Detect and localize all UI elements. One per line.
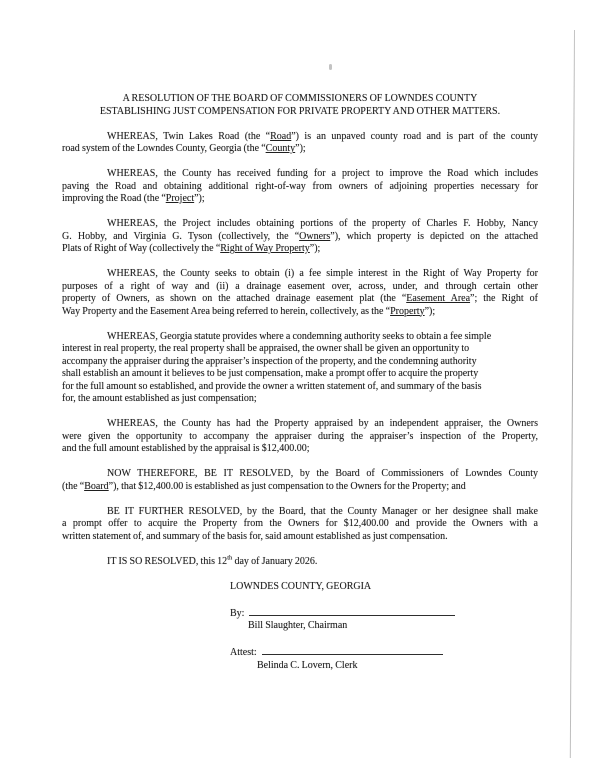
paragraph-line: NOW THEREFORE, BE IT RESOLVED, by the Board of Commissioners of Lowndes County xyxy=(107,468,538,479)
title-line-1: A RESOLUTION OF THE BOARD OF COMMISSIONERS OF LOWNDES COUNTY xyxy=(122,93,478,104)
resolution-date-post: day of January 2026. xyxy=(232,555,318,567)
paragraph xyxy=(62,418,538,456)
paragraph-line: a prompt offer to acquire the Property from the Owners for $12,400.00 and provide the Owners with a xyxy=(62,518,538,529)
paragraph-line: Way Property and the Easement Area being referred to herein, collectively, as the “Property”); xyxy=(62,305,436,317)
ordinal-superscript: th xyxy=(227,554,233,562)
paragraph-line: G. Hobby, and Virginia G. Tyson (collectively, the “Owners”), which property is depicted on the attached xyxy=(62,230,538,242)
paragraph xyxy=(62,168,538,206)
by-signature-rule xyxy=(249,606,455,616)
signature-block xyxy=(230,581,538,673)
paragraph-line: WHEREAS, Georgia statute provides where a condemning authority seeks to obtain a fee simple xyxy=(107,330,492,342)
attest-line xyxy=(230,645,538,660)
paragraph-line: BE IT FURTHER RESOLVED, by the Board, that the County Manager or her designee shall make xyxy=(107,505,538,517)
paragraph-line: WHEREAS, Twin Lakes Road (the “Road”) is an unpaved county road and is part of the county xyxy=(107,130,538,142)
document-title xyxy=(62,93,538,118)
paragraph-line: purposes of a right of way and (ii) a drainage easement over, across, under, and through certain other xyxy=(62,280,538,292)
paragraph-line: accompany the appraiser during the appraiser’s inspection of the property, and the condemning authority xyxy=(62,355,477,367)
paragraph-line: Plats of Right of Way (collectively the “Right of Way Property”); xyxy=(62,243,321,254)
paragraph-line: and the full amount established by the appraisal is $12,400.00; xyxy=(62,443,310,454)
attest-label: Attest: xyxy=(230,647,257,658)
paragraph xyxy=(62,331,538,406)
paragraph-line: were given the opportunity to accompany the appraiser during the appraiser’s inspection of the Property, xyxy=(62,430,538,442)
paragraph-line: WHEREAS, the County has had the Property appraised by an independent appraiser, the Owners xyxy=(107,418,538,429)
paragraph-line: (the “Board”), that $12,400.00 is established as just compensation to the Owners for the Property; and xyxy=(62,480,466,492)
paragraph-line: WHEREAS, the Project includes obtaining portions of the property of Charles F. Hobby, Nancy xyxy=(107,218,538,229)
paragraph-line: shall establish an amount it believes to be just compensation, make a prompt offer to acquire the property xyxy=(62,368,479,379)
paragraph-line: for, the amount established as just compensation; xyxy=(62,393,257,404)
title-line-2: ESTABLISHING JUST COMPENSATION FOR PRIVATE PROPERTY AND OTHER MATTERS. xyxy=(99,105,501,117)
paragraph-line: property of Owners, as shown on the attached drainage easement plat (the “Easement Area”; the Right of xyxy=(62,293,538,304)
paragraph-line: improving the Road (the “Project”); xyxy=(62,193,205,204)
paragraph-line: road system of the Lowndes County, Georgia (the “County”); xyxy=(62,143,306,154)
by-line xyxy=(230,606,538,621)
paragraph-line: WHEREAS, the County seeks to obtain (i) a fee simple interest in the Right of Way Property for xyxy=(107,268,538,279)
by-label: By: xyxy=(230,607,245,619)
paragraph xyxy=(62,131,538,156)
attest-name: Belinda C. Lovern, Clerk xyxy=(257,659,358,671)
resolution-date-line xyxy=(62,556,538,569)
by-name: Bill Slaughter, Chairman xyxy=(248,620,348,631)
paragraph-line: written statement of, and summary of the basis for, said amount established as just compensation. xyxy=(62,530,448,542)
scan-artifact-line xyxy=(570,30,575,758)
resolution-date-pre: IT IS SO RESOLVED, this 12 xyxy=(107,555,228,567)
paragraph xyxy=(62,268,538,318)
document-body xyxy=(62,93,538,672)
paragraphs xyxy=(62,131,538,544)
paragraph xyxy=(62,468,538,493)
paragraph xyxy=(62,506,538,544)
org-name: LOWNDES COUNTY, GEORGIA xyxy=(230,580,372,592)
attest-signature-rule xyxy=(262,645,443,655)
scan-speck xyxy=(329,64,332,70)
paragraph-line: paving the Road and obtaining additional right-of-way from owners of adjoining properties necessary for xyxy=(62,180,538,192)
paragraph xyxy=(62,218,538,256)
paragraph-line: interest in real property, the real property shall be appraised, the owner shall be given an opportunity to xyxy=(62,343,470,354)
paragraph-line: for the full amount so established, and provide the owner a written statement of, and summary of the basis xyxy=(62,380,482,392)
paragraph-line: WHEREAS, the County has received funding for a project to improve the Road which includes xyxy=(107,168,538,179)
